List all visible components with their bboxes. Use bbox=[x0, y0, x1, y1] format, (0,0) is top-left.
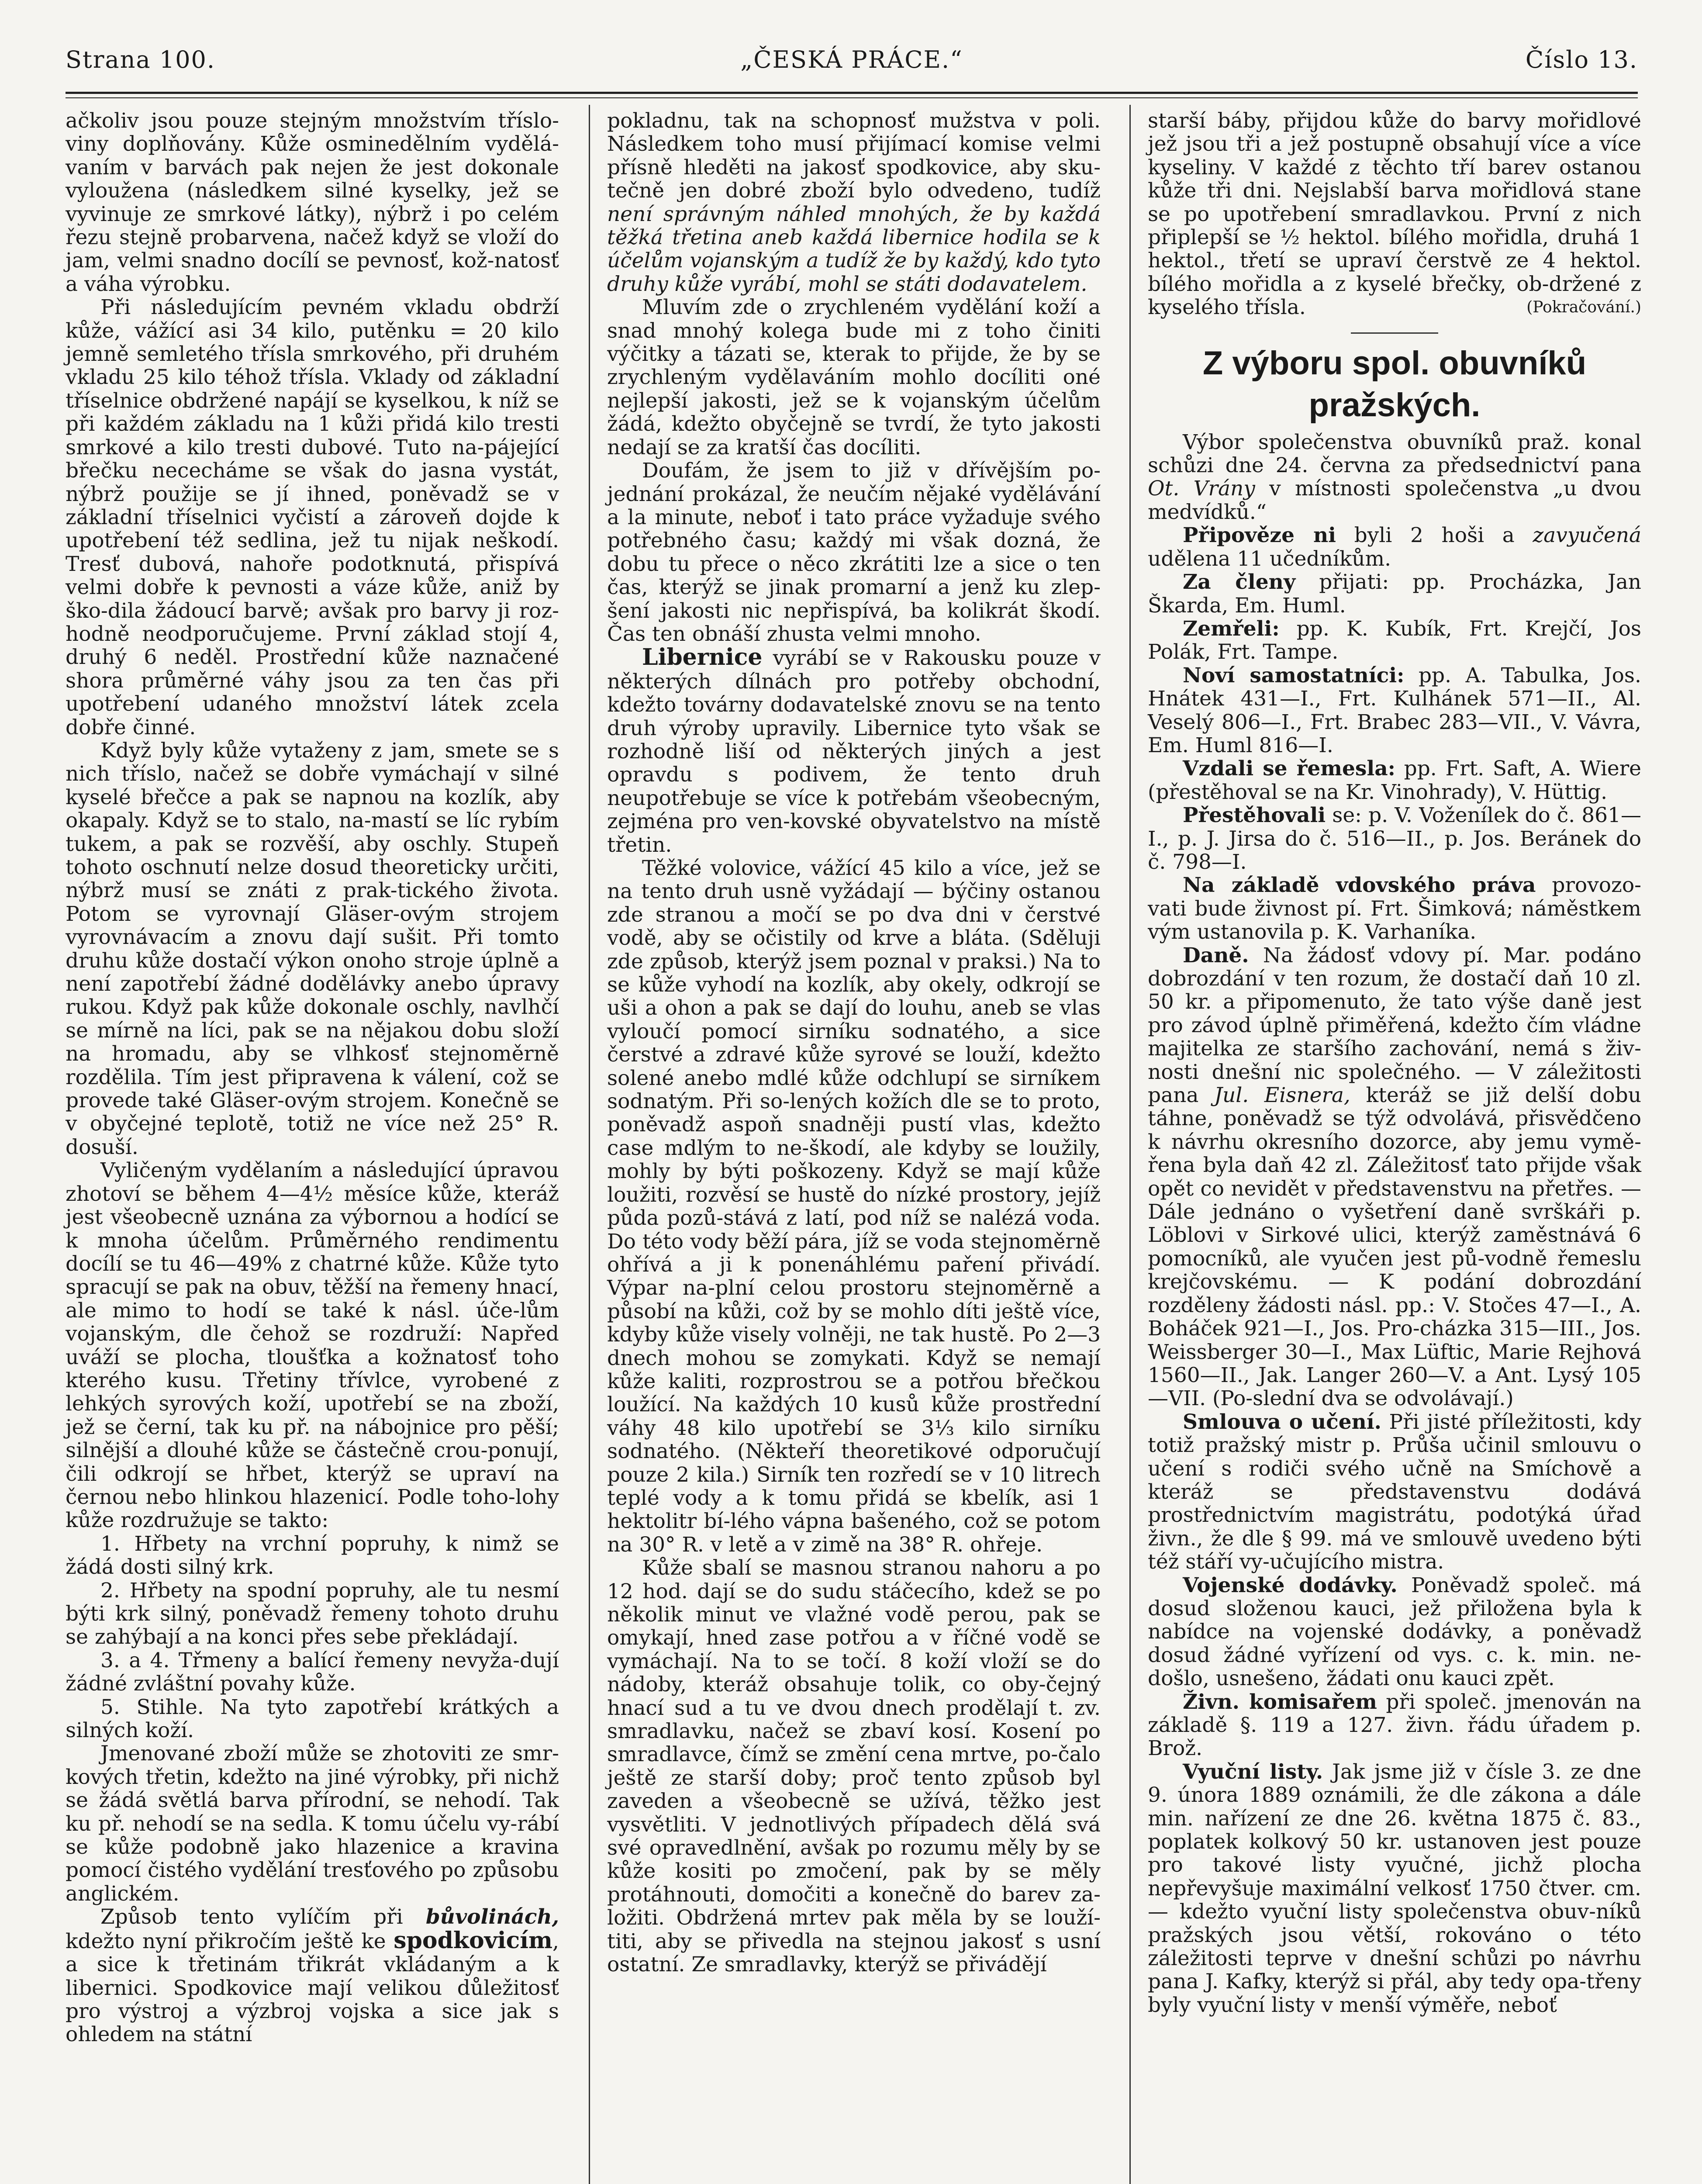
bold-term: Živn. komisařem bbox=[1183, 1690, 1377, 1714]
masthead-title: „ČESKÁ PRÁCE.“ bbox=[740, 46, 963, 73]
bold-term: Noví samostatníci: bbox=[1183, 663, 1405, 688]
paragraph bbox=[1148, 524, 1641, 570]
text: pp. Frt. Saft, A. Wiere (přestěhoval se na Kr. Vinohrady), V. Hüttig. bbox=[1148, 757, 1641, 804]
paragraph bbox=[1148, 617, 1641, 664]
list-item: 2. Hřbety na spodní popruhy, ale tu nesmí býti krk silný, poněvadž řemeny tohoto druhu se zahýbají a na konci přes sebe překládají. bbox=[66, 1578, 559, 1649]
column-1 bbox=[66, 109, 559, 2046]
header-rule bbox=[66, 92, 1638, 98]
column-2 bbox=[607, 109, 1101, 1977]
bold-term: Zemřeli: bbox=[1183, 616, 1280, 641]
paragraph bbox=[1148, 1574, 1641, 1690]
text: udělena 11 učedníkům. bbox=[1148, 546, 1391, 571]
bold-term: Smlouva o učení. bbox=[1183, 1410, 1382, 1434]
paragraph: Kůže sbalí se masnou stranou nahoru a po 12 hod. dají se do sudu stáčecího, kdež se po několik minut ve vlažné vodě perou, pak se omykají, hned zase potřou a v říčné vodě se vymáchají. Na to se točí. 8 koží vloží se do nádoby, kteráž obsahuje tolik, co oby-čejný hnací sud a tu ve dvou dnech prodělají t. zv. smradlavku, načež se zbaví kosí. Kosení po smradlavce, čímž se změní cena mrtve, po-čalo ještě ze starší doby; proč tento způsob byl zaveden a všeobecně se užívá, těžko jest vysvětliti. V jednotlivých případech dělá svá své opravedlnění, avšak po rozumu měly by se kůže kositi po zmočení, pak by se měly protáhnouti, domočiti a konečně do barev za-ložiti. Obdržená mrtev pak měla by se louží-titi, aby se přivedla na stejnou jakosť s usní ostatní. Ze smradlavky, kterýž se přivádějí bbox=[607, 1556, 1101, 1977]
text: pp. A. Tabulka, Jos. Hnátek 431—I., Frt. Kulhánek 571—II., Al. Veselý 806—I., Frt. Brabec 283—VII., V. Vávra, Em. Huml 816—I. bbox=[1148, 663, 1641, 757]
paragraph: Mluvím zde o zrychleném vydělání koží a snad mnohý kolega bude mi z toho činiti výčitky a tázati se, kterak to přijde, že by se zrychleným vydělaváním mohlo docíliti oné nejlepší jakosti, jež se k vojanským účelům žádá, kdežto obyčejně se tvrdí, že tyto jakosti nedají se za kratší čas docíliti. bbox=[607, 295, 1101, 460]
issue-number: Číslo 13. bbox=[1525, 46, 1638, 73]
column-divider-1 bbox=[589, 105, 590, 2184]
paragraph bbox=[1148, 944, 1641, 1410]
paragraph: Když byly kůže vytaženy z jam, smete se s nich tříslo, načež se dobře vymáchají v silné kyselé břečce a pak se napnou na kozlík, aby okapaly. Když se to stalo, na-mastí se líc rybím tukem, a pak se rozvěší, aby oschly. Stupeň tohoto oschnutí nelze dosud theoreticky určiti, nýbrž musí se znáti z prak-tického života. Potom se vyrovnají Gläser-ovým strojem vyrovnávacím a znovu dají sušit. Při tomto druhu kůže dostačí výkon onoho stroje úplně a není zapotřebí žádné dodělávky anebo úpravy rukou. Když pak kůže dokonale oschly, navlhčí se mírně na líci, pak se na nějakou dobu složí na hromadu, aby se vlhkosť stejnoměrně rozdělila. Tím jest připravena k válení, což se provede také Gläser-ovým strojem. Konečně se v obyčejné teplotě, totiž ne více než 25° R. dosuší. bbox=[66, 738, 559, 1159]
paragraph bbox=[1148, 804, 1641, 874]
column-divider-2 bbox=[1129, 105, 1131, 2184]
paragraph bbox=[1148, 570, 1641, 617]
paragraph bbox=[1148, 109, 1641, 319]
text: při společ. jmenován na základě §. 119 a 127. živn. řádu úřadem p. Brož. bbox=[1148, 1690, 1641, 1761]
text: Poněvadž společ. má dosud složenou kauci, jež přiložena byla k nabídce na vojenské dodávky, a poněvadž dosud žádné vyřízení od vys. c. k. min. ne-došlo, usnešeno, žádati onu kauci zpět. bbox=[1148, 1573, 1641, 1691]
text: Výbor společenstva obuvníků praž. konal schůzi dne 24. června za předsednictví pana bbox=[1148, 430, 1641, 478]
paragraph: Těžké volovice, vážící 45 kilo a více, jež se na tento druh usně vyžádají — býčiny ostanou zde stranou a močí se po dva dni v čerstvé vodě, aby se očistily od krve a bláta. (Sděluji zde způsob, kterýž jsem poznal v praksi.) Na to se kůže vyhodí na kozlík, aby okely, odkrojí se uši a ohon a pak se dají do louhu, aneb se vlas vyloučí pomocí sirníku sodnatého, a sice čerstvé a zdravé kůže syrové se louží, kdežto solené anebo mdlé kůže odchlupí se sirníkem sodnatým. Při so-lených kožích dle se to proto, poněvadž aspoň snadněji pustí vlas, kdežto case mdlým to ne-škodí, ale kdyby se loužily, mohly by býti poškozeny. Když se mají kůže loužiti, rozvěsí se hustě do nízké prostory, jejíž půda pozů-stává z latí, pod níž se nalézá voda. Do této vody běží pára, jíž se voda stejnoměrně ohřívá a ji k ponenáhlému paření přivádí. Výpar na-plní celou prostoru stejnoměrně a působí na kůži, což by se mohlo díti ještě více, kdyby kůže visely volněji, ne tak hustě. Po 2—3 dnech mohou se zomykati. Když se nemají kůže kaliti, rozprostrou se a potřou břečkou loužící. Na každých 10 kusů kůže prostřední váhy 48 kilo upotřebí se 3⅓ kilo sirníku sodnatého. (Někteří theoretikové odporučují pouze 2 kila.) Sirník ten rozředí se v 10 litrech teplé vody a k tomu přidá se kbelík, asi 1 hektolitr bí-lého vápna bašeného, což se potom na 30° R. v letě a v zimě na 38° R. ohřeje. bbox=[607, 856, 1101, 1557]
bold-term: Na základě vdovského práva bbox=[1183, 873, 1536, 898]
emphasis: bůvolinách, bbox=[425, 1905, 559, 1929]
paragraph bbox=[1148, 431, 1641, 524]
bold-term: Za členy bbox=[1183, 570, 1296, 594]
page-number: Strana 100. bbox=[66, 46, 216, 73]
bold-term: Přestěhovali bbox=[1183, 803, 1326, 828]
text: se: p. V. Voženílek do č. 861—I., p. J. Jirsa do č. 516—II., p. Jos. Beránek do č. 798—I. bbox=[1148, 803, 1641, 874]
text: starší báby, přijdou kůže do barvy mořidlové jež jsou tři a jež postupně obsahují více a více kyseliny. V každé z těchto tří barev ostanou kůže tři dni. Nejslabší barva mořidlová stane se po upotřebení smradlavkou. První z nich připlepší se ½ hektol. bílého mořidla, druhá 1 hektol., třetí se upraví čerstvě ze 4 hektol. bílého mořidla a z kyselé břečky, ob-držené z kyselého třísla. bbox=[1148, 109, 1641, 320]
paragraph bbox=[66, 1905, 559, 2046]
column-3 bbox=[1148, 109, 1641, 2017]
emphasis: není správným náhled mnohých, že by každá těžká třetina aneb každá libernice hodila se k účelům vojanským a tudíž že by každý, kdo tyto druhy kůže vyrábí, mohl se státi dodavatelem. bbox=[607, 202, 1101, 296]
bold-term: Připověze ni bbox=[1183, 523, 1336, 548]
emphasis: Jul. Eisnera, bbox=[1214, 1083, 1350, 1108]
paragraph bbox=[607, 109, 1101, 296]
text: Při jisté příležitosti, kdy totiž pražský mistr p. Průša učinil smlouvu o učení s rodiči svého učně na Smíchově a kteráž se představenstvu dodává prostřednictvím magistrátu, podotýká úřad živn., že dle § 99. má ve smlouvě uvedeno býti též stáří vy-učujícího mistra. bbox=[1148, 1410, 1641, 1574]
text: přijati: pp. Procházka, Jan Škarda, Em. Huml. bbox=[1148, 570, 1641, 618]
list-item: 5. Stihle. Na tyto zapotřebí krátkých a silných koží. bbox=[66, 1695, 559, 1743]
continued-note: (Pokračování.) bbox=[1526, 298, 1641, 317]
bold-term: spodkovicím bbox=[394, 1927, 553, 1954]
paragraph bbox=[1148, 874, 1641, 943]
text: Způsob tento vylíčím při bbox=[100, 1905, 426, 1929]
bold-term: Vzdali se řemesla: bbox=[1183, 757, 1396, 781]
paragraph bbox=[1148, 1410, 1641, 1574]
section-divider bbox=[1351, 332, 1438, 334]
bold-term: Libernice bbox=[642, 644, 763, 671]
paragraph: Doufám, že jsem to již v dřívějším po-jednání prokázal, že neučím nějaké vydělávání a la minute, neboť i tato práce vyžaduje svého potřebného času; každý mi však dozná, že dobu tu přece o něco zkrátiti lze a sice o ten čas, kterýž se jinak promarní a jenž ku zlep-šení jakosti nic nepřispívá, ba kolikrát škodí. Čas ten obnáší zhusta velmi mnoho. bbox=[607, 459, 1101, 646]
page-header bbox=[66, 46, 1638, 85]
text: vyrábí se v Rakousku pouze v některých dílnách pro potřeby obchodní, kdežto továrny dodavatelské znovu se na tento druh výroby upravily. Libernice tyto však se rozhodně liší od některých jiných a jest opravdu s podivem, že tento druh neupotřebuje se více k potřebám všeobecným, zejména pro ven-kovské obyvatelstvo na místě třetin. bbox=[607, 646, 1101, 857]
text: v místnosti společenstva „u dvou medvídků.“ bbox=[1148, 477, 1641, 524]
paragraph: ačkoliv jsou pouze stejným množstvím tříslo-viny doplňovány. Kůže osminedělním vydělá-vaním v barvách pak nejen že jest dokonale vyloužena (následkem silné kyselky, jež se vyvinuje ze smrkové látky), nýbrž i po celém řezu stejně probarvena, načež když se vloží do jam, velmi snadno docílí se pevnosť, kož-natosť a váha výrobku. bbox=[66, 109, 559, 296]
paragraph bbox=[1148, 664, 1641, 757]
paragraph bbox=[1148, 1760, 1641, 2017]
list-item: 1. Hřbety na vrchní popruhy, k nimž se žádá dosti silný krk. bbox=[66, 1531, 559, 1579]
section-heading: Z výboru spol. obuvníků pražských. bbox=[1202, 344, 1587, 424]
text: provozo-vati bude živnost pí. Frt. Šimková; náměstkem vým ustanovila p. K. Varhaníka. bbox=[1148, 873, 1641, 944]
text: , a sice k třetinám třikrát vkládaným a k libernici. Spodkovice mají velikou důležitosť pro výstroj a výzbroj vojska a sice jak s ohledem na státní bbox=[66, 1929, 559, 2047]
bold-term: Daně. bbox=[1183, 943, 1249, 968]
emphasis: zavyučená bbox=[1533, 523, 1641, 548]
text: kdežto nyní přikročím ještě ke bbox=[66, 1929, 394, 1953]
paragraph bbox=[607, 646, 1101, 857]
text: byli 2 hoši a bbox=[1336, 523, 1533, 548]
text: kteráž se již delší dobu táhne, poněvadž se týž odvolává, přisvědčeno k návrhu okresního dozorce, aby jemu vymě-řena byla daň 42 zl. Záležitosť tato přijde však opět co nevidět v představenstvu na přetřes. — Dále jednáno o vyšetření daně svrškáři p. Löblovi v Sirkové ulici, kterýž zaměstnává 6 pomocníků, ale vyučen jest pů-vodně řemeslu krejčovskému. — K podání dobrozdání rozděleny žádosti násl. pp.: V. Stočes 47—I., A. Boháček 921—I., Jos. Pro-cházka 315—III., Jos. Weissberger 30—I., Max Lüftic, Marie Rejhová 1560—II., Jak. Langer 260—V. a Ant. Lysý 105—VII. (Po-slední dva se odvolávají.) bbox=[1148, 1083, 1641, 1411]
paragraph: Vyličeným vydělaním a následující úpravou zhotoví se během 4—4½ měsíce kůže, kteráž jest všeobecně uznána za výbornou a hodící se k mnoha účelům. Průměrného rendimentu docílí se tu 46—49% z chatrné kůže. Kůže tyto spracují se pak na obuv, těžší na řemeny hnací, ale mimo to hodí se také k násl. úče-lům vojanským, dle čehož se rozdruží: Napřed uváží se plocha, tloušťka a kožnatosť toho kterého kusu. Třetiny třívlce, vyrobené z lehkých syrových koží, upotřebí se na zboží, jež se černí, tak ku př. na nábojnice pro pěší; silnější a dlouhé kůže se částečně crou-ponují, čili odkrojí se hřbet, kterýž se upraví na černou nebo hlinkou hlazenicí. Podle toho-lohy kůže rozdružuje se takto: bbox=[66, 1158, 559, 1533]
emphasis: Ot. Vrány bbox=[1148, 477, 1255, 501]
paragraph: Při následujícím pevném vkladu obdrží kůže, vážící asi 34 kilo, putěnku = 20 kilo jemně semletého třísla smrkového, při druhém vkladu 25 kilo téhož třísla. Vklady od základní tříselnice obdržené napájí se kyselkou, k níž se při každém základu na 1 kůži přidá kilo tresti smrkové a kilo tresti dubové. Tuto na-pájející břečku nececháme se však do jasna vystát, nýbrž použije se jí ihned, poněvadž se v základní tříselnici vyčistí a zároveň dojde k upotřebení též sedlina, jež tu nijak neškodí. Tresť dubová, nahoře podotknutá, přispívá velmi dobře k pevnosti a váze kůže, aniž by ško-dila žádoucí barvě; avšak pro barvy ji roz-hodně neodporučujeme. První základ stojí 4, druhý 6 neděl. Prostřední kůže naznačené shora průměrné váhy jsou za ten čas při upotřebení udaného množství látek zcela dobře činné. bbox=[66, 295, 559, 740]
paragraph bbox=[1148, 1690, 1641, 1760]
text: Na žádosť vdovy pí. Mar. podáno dobrozdání v ten rozum, že dostačí daň 10 zl. 50 kr. a připomenuto, že tato výše daně jest pro závod úplně přiměřená, kdežto čím vládne majitelka ze staršího zachování, nemá s živ-nosti dnešní nic společného. — V záležitosti pana bbox=[1148, 943, 1641, 1108]
bold-term: Vyuční listy. bbox=[1183, 1759, 1323, 1784]
paragraph: Jmenované zboží může se zhotoviti ze smr-kových třetin, kdežto na jiné výrobky, při nichž se žádá světlá barva přírodní, se nehodí. Tak ku př. nehodí se na sedla. K tomu účelu vy-rábí se kůže podobně jako hlazenice a kravina pomocí čistého vydělání tresťového po způsobu anglickém. bbox=[66, 1742, 559, 1906]
text: Jak jsme již v čísle 3. ze dne 9. února 1889 oznámili, že dle zákona a dále min. nařízení ze dne 26. května 1875 č. 83., poplatek kolkový 50 kr. ustanoven jest pouze pro takové listy vyučné, jichž plocha nepřevyšuje maximální velkosť 1750 čtver. cm. — kdežto vyuční listy společenstva obuv-níků pražských jsou větší, rokováno o této záležitosti teprve v dnešní schůzi po návrhu pana J. Kafky, kterýž si přál, aby tedy opa-třeny byly vyuční listy v menší výměře, neboť bbox=[1148, 1759, 1641, 2017]
list-item: 3. a 4. Třmeny a balící řemeny nevyža-dují žádné zvláštní povahy kůže. bbox=[66, 1648, 559, 1696]
text: pokladnu, tak na schopnosť mužstva v poli. Následkem toho musí přijímací komise velmi přísně hleděti na jakosť spodkovice, aby sku-tečně jen dobré zboží bylo odvedeno, tudíž bbox=[607, 109, 1101, 203]
paragraph bbox=[1148, 757, 1641, 804]
bold-term: Vojenské dodávky. bbox=[1183, 1573, 1398, 1597]
text: pp. K. Kubík, Frt. Krejčí, Jos Polák, Frt. Tampe. bbox=[1148, 616, 1641, 664]
